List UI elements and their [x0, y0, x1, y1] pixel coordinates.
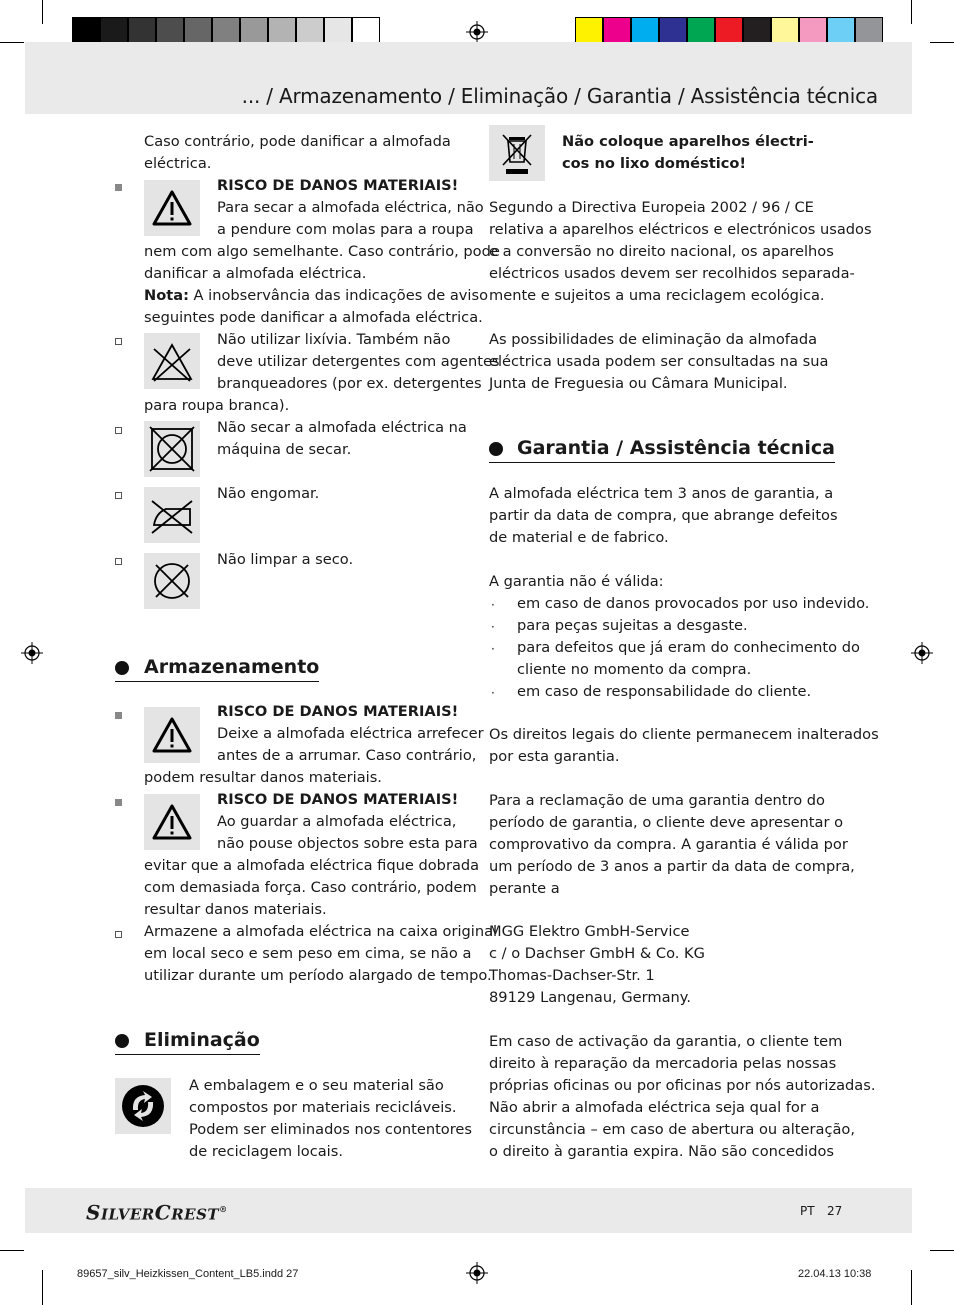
address-line: c / o Dachser GmbH & Co. KG — [489, 945, 705, 962]
warning-text: nem com algo semelhante. Caso contrário, pode — [144, 243, 500, 260]
crop-mark — [0, 1250, 24, 1251]
paragraph-line: Junta de Freguesia ou Câmara Municipal. — [489, 375, 788, 392]
paragraph-line: partir da data de compra, que abrange defeitos — [489, 507, 838, 524]
list-item: em caso de danos provocados por uso indevido. — [517, 595, 870, 612]
silvercrest-logo: SILVERCREST® — [86, 1200, 228, 1225]
storage-heading: Armazenamento — [115, 655, 319, 682]
bullet-box — [115, 931, 122, 938]
warning-icon — [144, 794, 200, 850]
intro-line: eléctrica. — [144, 155, 212, 172]
paragraph-line: próprias oficinas ou por oficinas por nós autorizadas. — [489, 1077, 876, 1094]
warning-icon — [144, 707, 200, 763]
disposal-text: Podem ser eliminados nos contentores — [189, 1121, 472, 1138]
paragraph-line: mente e sujeitos a uma reciclagem ecológica. — [489, 287, 825, 304]
disposal-text: A embalagem e o seu material são — [189, 1077, 444, 1094]
storage-tip: Armazene a almofada eléctrica na caixa original — [144, 923, 498, 940]
no-iron-icon — [144, 487, 200, 543]
storage-tip: em local seco e sem peso em cima, se não a — [144, 945, 472, 962]
crop-mark — [930, 42, 954, 43]
note-text: seguintes pode danificar a almofada eléctrica. — [144, 309, 483, 326]
address-line: Thomas-Dachser-Str. 1 — [489, 967, 655, 984]
bullet-box — [115, 558, 122, 565]
paragraph-line: e a conversão no direito nacional, os aparelhos — [489, 243, 834, 260]
crop-mark — [42, 1270, 43, 1305]
note-text: A inobservância das indicações de aviso — [188, 287, 488, 304]
registration-mark-icon — [466, 1262, 488, 1284]
paragraph-line: eléctricos usados devem ser recolhidos separada- — [489, 265, 855, 282]
warning-text: podem resultar danos materiais. — [144, 769, 382, 786]
care-text: máquina de secar. — [217, 441, 352, 458]
paragraph-line: eléctrica usada podem ser consultadas na sua — [489, 353, 829, 370]
weee-title: cos no lixo doméstico! — [562, 155, 747, 172]
paragraph-line: Não abrir a almofada eléctrica seja qual for a — [489, 1099, 820, 1116]
warning-text: antes de a arrumar. Caso contrário, — [217, 747, 477, 764]
warning-text: resultar danos materiais. — [144, 901, 327, 918]
crop-mark — [911, 0, 912, 24]
paragraph-line: relativa a aparelhos eléctricos e electrónicos usados — [489, 221, 872, 238]
warning-text: evitar que a almofada eléctrica fique dobrada — [144, 857, 480, 874]
paragraph-line: de material e de fabrico. — [489, 529, 669, 546]
no-bleach-icon — [144, 333, 200, 389]
warning-title: RISCO DE DANOS MATERIAIS! — [217, 177, 459, 194]
warning-text: com demasiada força. Caso contrário, podem — [144, 879, 477, 896]
warning-text: a pendure com molas para a roupa — [217, 221, 474, 238]
paragraph-line: Segundo a Directiva Europeia 2002 / 96 / CE — [489, 199, 814, 216]
warning-title: RISCO DE DANOS MATERIAIS! — [217, 791, 459, 808]
warning-text: Deixe a almofada eléctrica arrefecer — [217, 725, 484, 742]
bullet-box — [115, 427, 122, 434]
note-line — [144, 285, 488, 307]
paragraph-line: Para a reclamação de uma garantia dentro do — [489, 792, 825, 809]
warning-text: danificar a almofada eléctrica. — [144, 265, 367, 282]
bullet-square — [115, 799, 122, 806]
paragraph-line: As possibilidades de eliminação da almofada — [489, 331, 818, 348]
paragraph-line: Em caso de activação da garantia, o cliente tem — [489, 1033, 843, 1050]
paragraph-line: circunstância – em caso de abertura ou alteração, — [489, 1121, 855, 1138]
bullet-square — [115, 184, 122, 191]
crop-mark — [930, 1250, 954, 1251]
slug-date: 22.04.13 10:38 — [798, 1268, 872, 1280]
registration-mark-icon — [21, 642, 43, 664]
list-item: para peças sujeitas a desgaste. — [517, 617, 748, 634]
disposal-text: compostos por materiais recicláveis. — [189, 1099, 457, 1116]
care-text: Não secar a almofada eléctrica na — [217, 419, 467, 436]
page-title: ... / Armazenamento / Eliminação / Garantia / Assistência técnica — [241, 84, 878, 108]
warning-text: não pouse objectos sobre esta para — [217, 835, 478, 852]
recycling-icon — [115, 1078, 171, 1134]
bullet-square — [115, 712, 122, 719]
page-number: 27 — [827, 1204, 843, 1218]
paragraph-line: A almofada eléctrica tem 3 anos de garantia, a — [489, 485, 834, 502]
paragraph-line: Os direitos legais do cliente permanecem inalterados — [489, 726, 879, 743]
slug-file-info: 89657_silv_Heizkissen_Content_LB5.indd 27 — [77, 1268, 299, 1280]
list-bullet: · — [491, 642, 495, 656]
care-text: Não utilizar lixívia. Também não — [217, 331, 451, 348]
list-bullet: · — [491, 620, 495, 634]
care-text: para roupa branca). — [144, 397, 290, 414]
disposal-heading: Eliminação — [115, 1028, 260, 1055]
warning-icon — [144, 180, 200, 236]
list-item: cliente no momento da compra. — [517, 661, 752, 678]
paragraph-line: perante a — [489, 880, 560, 897]
no-tumble-dry-icon — [144, 421, 200, 477]
care-text: Não limpar a seco. — [217, 551, 354, 568]
paragraph-line: por esta garantia. — [489, 748, 620, 765]
storage-tip: utilizar durante um período alargado de tempo. — [144, 967, 492, 984]
care-text: branqueadores (por ex. detergentes — [217, 375, 482, 392]
care-text: Não engomar. — [217, 485, 320, 502]
paragraph-line: comprovativo da compra. A garantia é válida por — [489, 836, 848, 853]
paragraph-line: o direito à garantia expira. Não são concedidos — [489, 1143, 834, 1160]
list-bullet: · — [491, 598, 495, 612]
crossed-bin-icon — [489, 125, 545, 181]
registration-mark-icon — [911, 642, 933, 664]
warranty-heading: Garantia / Assistência técnica — [489, 436, 835, 463]
registration-mark-icon — [466, 21, 488, 43]
address-line: 89129 Langenau, Germany. — [489, 989, 691, 1006]
intro-line: Caso contrário, pode danificar a almofada — [144, 133, 451, 150]
crop-mark — [911, 1270, 912, 1305]
warning-text: Ao guardar a almofada eléctrica, — [217, 813, 457, 830]
paragraph-line: A garantia não é válida: — [489, 573, 664, 590]
address-line: MGG Elektro GmbH-Service — [489, 923, 690, 940]
paragraph-line: direito à reparação da mercadoria pelas nossas — [489, 1055, 837, 1072]
bullet-box — [115, 338, 122, 345]
crop-mark — [0, 42, 24, 43]
note-label: Nota: — [144, 287, 189, 304]
list-item: para defeitos que já eram do conhecimento do — [517, 639, 860, 656]
paragraph-line: um período de 3 anos a partir da data de compra, — [489, 858, 855, 875]
weee-title: Não coloque aparelhos électri- — [562, 133, 814, 150]
care-text: deve utilizar detergentes com agentes — [217, 353, 500, 370]
bullet-box — [115, 492, 122, 499]
no-dry-clean-icon — [144, 553, 200, 609]
list-item: em caso de responsabilidade do cliente. — [517, 683, 812, 700]
warning-title: RISCO DE DANOS MATERIAIS! — [217, 703, 459, 720]
paragraph-line: período de garantia, o cliente deve apresentar o — [489, 814, 844, 831]
list-bullet: · — [491, 686, 495, 700]
warning-text: Para secar a almofada eléctrica, não — [217, 199, 484, 216]
language-code: PT — [800, 1204, 815, 1218]
disposal-text: de reciclagem locais. — [189, 1143, 343, 1160]
crop-mark — [42, 0, 43, 24]
